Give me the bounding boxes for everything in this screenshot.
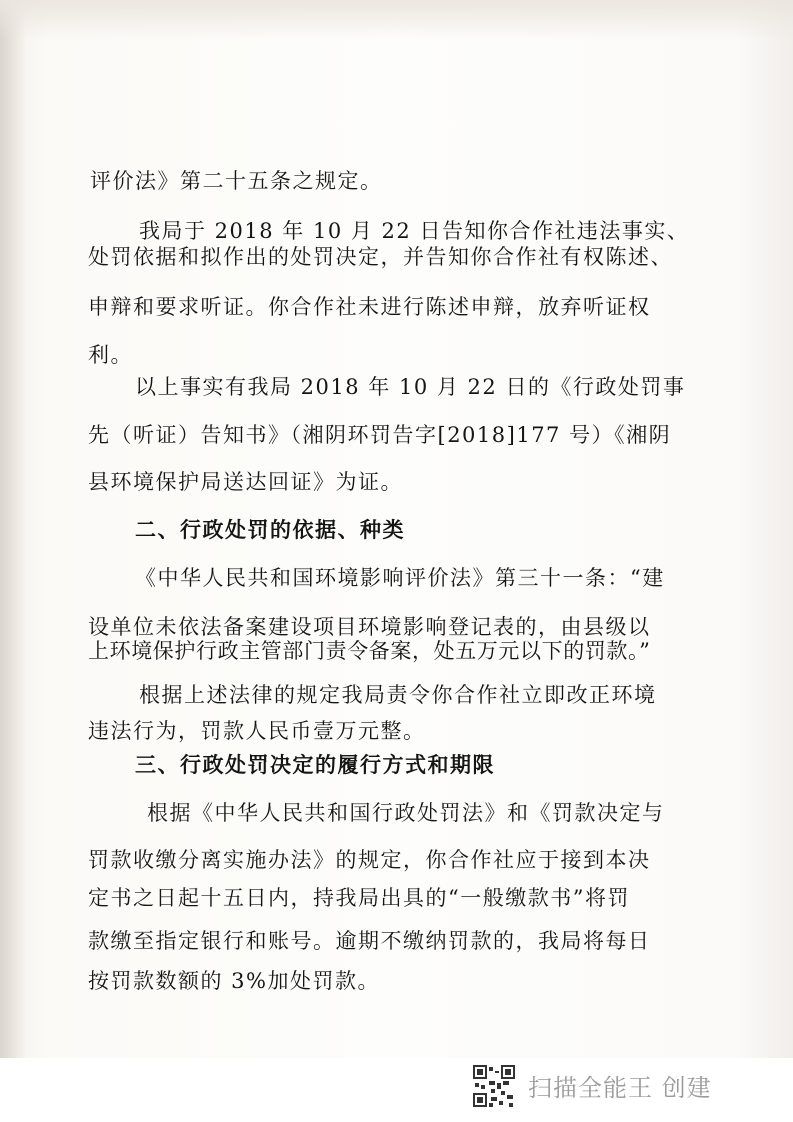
text-line-19: 款缴至指定银行和账号。逾期不缴纳罚款的，我局将每日 xyxy=(88,929,651,953)
text-line-16: 根据《中华人民共和国行政处罚法》和《罚款决定与 xyxy=(147,801,665,825)
text-line-6: 以上事实有我局 2018 年 10 月 22 日的《行政处罚事 xyxy=(135,375,686,399)
text-line-8: 县环境保护局送达回证》为证。 xyxy=(88,470,403,494)
text-line-13: 根据上述法律的规定我局责令你合作社立即改正环境 xyxy=(139,683,657,707)
text-line-2: 我局于 2018 年 10 月 22 日告知你合作社违法事实、 xyxy=(139,219,690,243)
text-line-12: 上环境保护行政主管部门责令备案，处五万元以下的罚款。” xyxy=(88,639,651,663)
text-line-11: 设单位未依法备案建设项目环境影响登记表的，由县级以 xyxy=(88,615,651,639)
text-line-10: 《中华人民共和国环境影响评价法》第三十一条：“建 xyxy=(135,566,665,590)
text-line-4: 申辩和要求听证。你合作社未进行陈述申辩，放弃听证权 xyxy=(88,295,651,319)
page-top-shadow xyxy=(0,0,793,40)
section-heading-3: 三、行政处罚决定的履行方式和期限 xyxy=(135,752,495,777)
text-line-18: 定书之日起十五日内，持我局出具的“一般缴款书”将罚 xyxy=(88,886,630,910)
section-heading-2: 二、行政处罚的依据、种类 xyxy=(135,517,405,542)
text-line-3: 处罚依据和拟作出的处罚决定，并告知你合作社有权陈述、 xyxy=(88,245,673,269)
text-line-5: 利。 xyxy=(88,343,133,367)
qr-code-icon xyxy=(473,1065,515,1107)
text-line-17: 罚款收缴分离实施办法》的规定，你合作社应于接到本决 xyxy=(88,848,651,872)
text-line-14: 违法行为，罚款人民币壹万元整。 xyxy=(88,719,426,743)
text-line-20: 按罚款数额的 3%加处罚款。 xyxy=(88,969,380,993)
text-line-1: 评价法》第二十五条之规定。 xyxy=(90,169,383,193)
text-line-7: 先（听证）告知书》（湘阴环罚告字[2018]177 号）《湘阴 xyxy=(88,423,672,447)
page-edge-shadow xyxy=(0,0,26,1058)
scanner-watermark: 扫描全能王 创建 xyxy=(528,1074,712,1102)
